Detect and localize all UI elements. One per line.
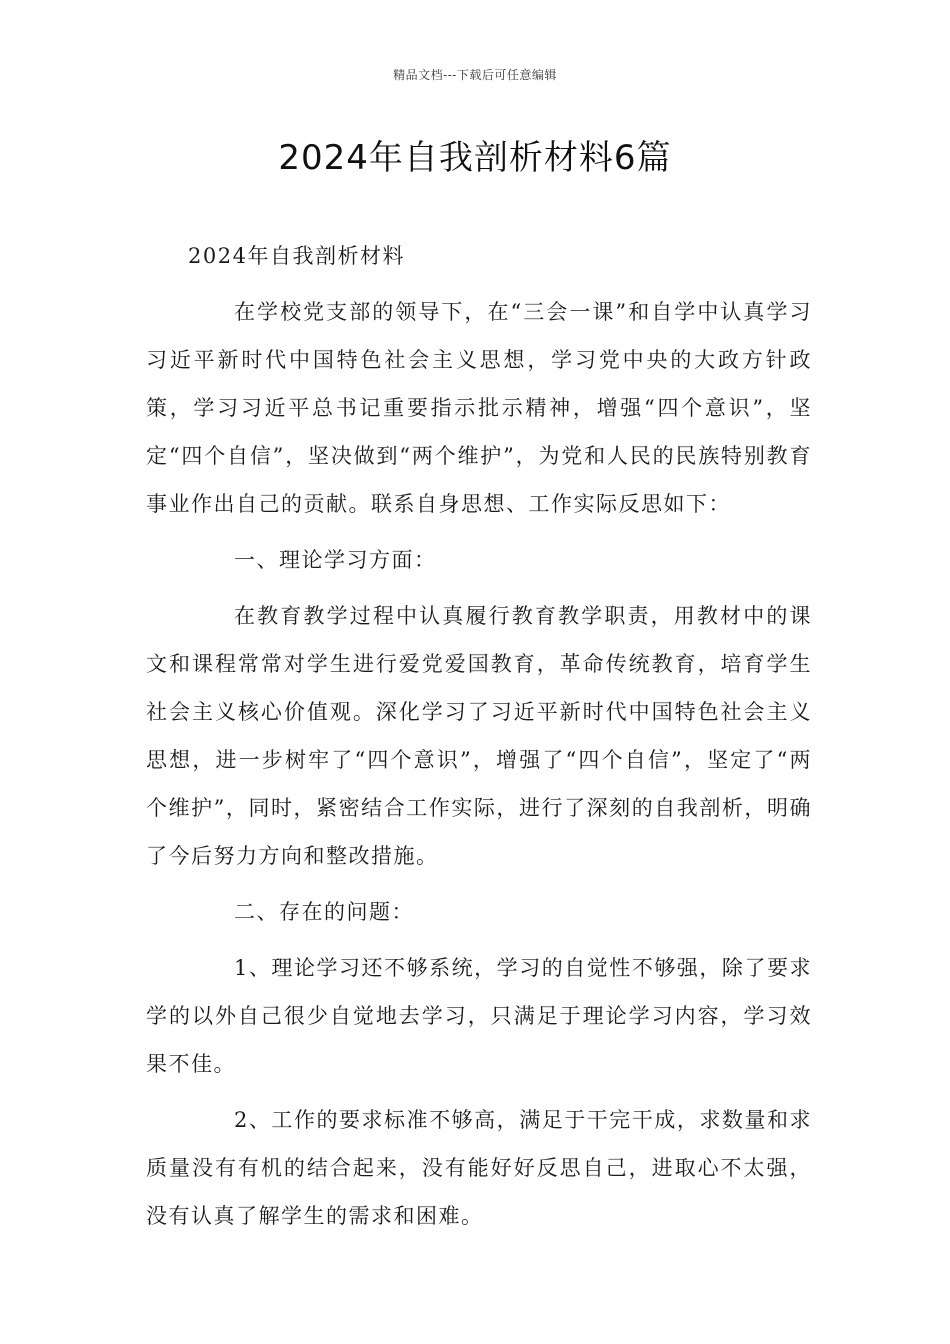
paragraph-problem-2: 2、工作的要求标准不够高，满足于干完干成，求数量和求质量没有有机的结合起来，没有能好好反思自己，进取心不太强，没有认真了解学生的需求和困难。 bbox=[146, 1108, 812, 1228]
paragraph-intro: 在学校党支部的领导下，在“三会一课”和自学中认真学习习近平新时代中国特色社会主义思想，学习党中央的大政方针政策，学习习近平总书记重要指示批示精神，增强“四个意识”，坚定“四个自信”，坚决做到“两个维护”，为党和人民的民族特别教育事业作出自己的贡献。联系自身思想、工作实际反思如下： bbox=[146, 300, 812, 516]
section-heading-theory: 一、理论学习方面： bbox=[234, 548, 437, 572]
paragraph-theory: 在教育教学过程中认真履行教育教学职责，用教材中的课文和课程常常对学生进行爱党爱国教育，革命传统教育，培育学生社会主义核心价值观。深化学习了习近平新时代中国特色社会主义思想，进一步树牢了“四个意识”，增强了“四个自信”，坚定了“两个维护”，同时，紧密结合工作实际，进行了深刻的自我剖析，明确了今后努力方向和整改措施。 bbox=[146, 604, 812, 868]
section-heading-problems: 二、存在的问题： bbox=[234, 900, 414, 924]
document-title: 2024年自我剖析材料6篇 bbox=[278, 138, 672, 178]
section-subtitle: 2024年自我剖析材料 bbox=[188, 244, 405, 268]
paragraph-problem-1: 1、理论学习还不够系统，学习的自觉性不够强，除了要求学的以外自己很少自觉地去学习，只满足于理论学习内容，学习效果不佳。 bbox=[146, 956, 812, 1076]
document-body bbox=[146, 232, 812, 1248]
page-header-note: 精品文档---下载后可任意编辑 bbox=[393, 68, 557, 82]
